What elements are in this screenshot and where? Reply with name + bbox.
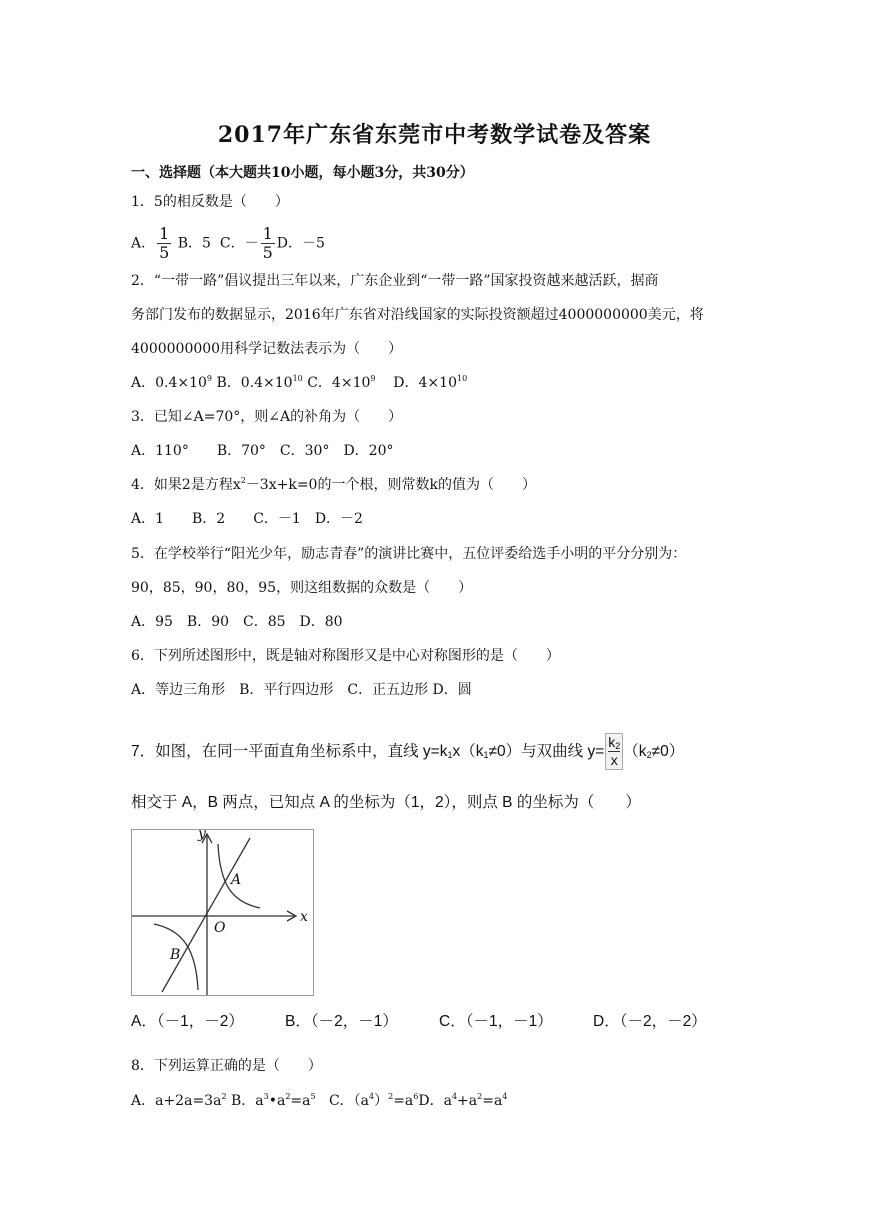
- option-a-label: A．: [131, 235, 156, 252]
- option-a: A．$a+2a=3a^2$: [131, 1092, 227, 1109]
- option-d: D．$a^4+a^2=a^4$: [418, 1092, 508, 1109]
- question-4-options: A．1 B．2 C．－1 D．－2: [131, 511, 363, 527]
- question-8-stem: 8．下列运算正确的是（ ）: [131, 1058, 322, 1074]
- question-6-options: A．等边三角形 B．平行四边形 C．正五边形 D．圆: [131, 682, 472, 698]
- question-2-options: [131, 373, 467, 393]
- option-c-label: C．－: [219, 235, 259, 252]
- question-2-line-3: 4000000000用科学记数法表示为（ ）: [131, 341, 403, 357]
- question-8-options: [131, 1091, 507, 1111]
- question-5-line-1: 5．在学校举行“阳光少年，励志青春”的演讲比赛中，五位评委给选手小明的平分分别为：: [131, 546, 687, 562]
- graph-svg: [132, 830, 313, 995]
- question-1-options: [131, 225, 325, 262]
- question-2-line-2: 务部门发布的数据显示，2016年广东省对沿线国家的实际投资额超过4000000000美元，将: [131, 307, 704, 323]
- question-7-line-2: 相交于 A，B 两点，已知点 A 的坐标为（1，2），则点 B 的坐标为（ ）: [131, 794, 641, 811]
- option-a: A．$0.4\times 10^9$: [131, 374, 213, 391]
- fraction-one-fifth: $\frac{1}{5}$: [159, 224, 170, 262]
- option-d: D．－5: [276, 235, 325, 252]
- option-d: D．$4\times 10^{10}$: [393, 374, 468, 391]
- section-heading: 一、选择题（本大题共10小题，每小题3分，共30分）: [131, 165, 474, 181]
- question-4-stem: 4．如果2是方程$x^2-3x+k=0$的一个根，则常数k的值为（ ）: [131, 476, 536, 493]
- question-7-line-1: 7．如图，在同一平面直角坐标系中，直线 $y=k_1x(k_1\ne 0)$与双曲线 y= $\frac{k_2}{x}$ $(k_2\ne 0)$: [131, 734, 685, 769]
- option-c: C．$4\times 10^9$: [307, 374, 376, 391]
- option-b: B．5: [177, 235, 211, 252]
- question-7-option-b: B．（－2，－1）: [285, 1013, 398, 1030]
- question-6-stem: 6．下列所述图形中，既是轴对称图形又是中心对称图形的是（ ）: [131, 648, 560, 664]
- fraction-k2-over-x: $\frac{k_2}{x}$: [605, 733, 623, 770]
- point-b-label: B: [170, 947, 181, 963]
- option-c: C．$(a^4)^2=a^6$: [328, 1092, 419, 1109]
- option-b: B．$a^3•a^2=a^5$: [230, 1092, 316, 1109]
- question-7-option-c: C．（－1，－1）: [439, 1013, 553, 1030]
- question-5-line-2: 90，85，90，80，95，则这组数据的众数是（ ）: [131, 580, 473, 596]
- coordinate-figure: [131, 826, 314, 996]
- question-1-stem: 1．5的相反数是（ ）: [131, 194, 289, 210]
- fraction-one-fifth: $\frac{1}{5}$: [262, 224, 273, 262]
- question-5-options: A．95 B．90 C．85 D．80: [131, 614, 343, 630]
- question-3-stem: 3．已知∠A=70°，则∠A的补角为（ ）: [131, 409, 403, 425]
- x-axis-label: x: [300, 909, 308, 925]
- question-7-option-a: A．（－1，－2）: [131, 1013, 244, 1030]
- page-title: 2017年广东省东莞市中考数学试卷及答案: [217, 122, 652, 148]
- line-y-k1x: [162, 838, 250, 992]
- point-a-label: A: [231, 872, 242, 888]
- option-b: B．$0.4\times 10^{10}$: [216, 374, 303, 391]
- question-3-options: A．110° B．70° C．30° D．20°: [131, 443, 394, 459]
- question-7-option-d: D．（－2，－2）: [593, 1013, 707, 1030]
- question-2-line-1: 2．“一带一路”倡议提出三年以来，广东企业到“一带一路”国家投资越来越活跃，据商: [131, 273, 659, 289]
- y-axis-label: y: [198, 826, 206, 842]
- origin-label: O: [214, 920, 226, 936]
